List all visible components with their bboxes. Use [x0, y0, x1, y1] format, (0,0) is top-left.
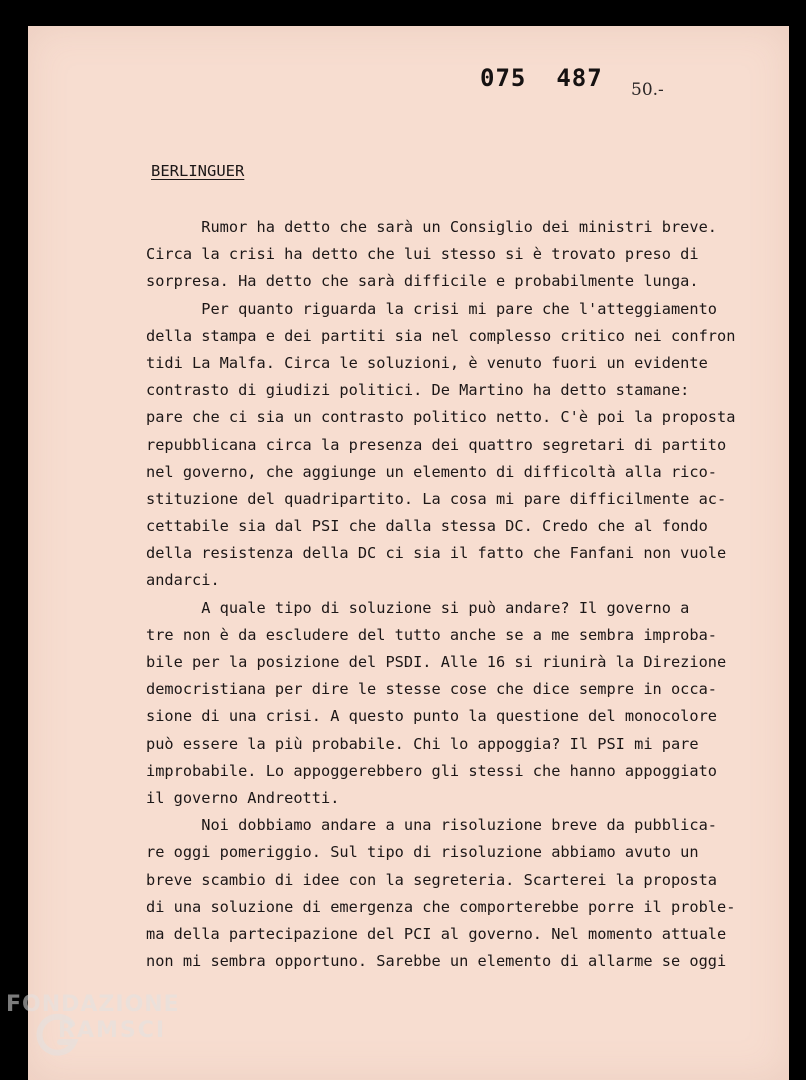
text-line: tre non è da escludere del tutto anche se a me sembra improba- [146, 625, 717, 644]
text-line: tidi La Malfa. Circa le soluzioni, è venuto fuori un evidente [146, 353, 708, 372]
text-line: improbabile. Lo appoggerebbero gli stessi che hanno appoggiato [146, 761, 717, 780]
text-line: stituzione del quadripartito. La cosa mi pare difficilmente ac- [146, 489, 727, 508]
text-line: breve scambio di idee con la segreteria. Scarterei la proposta [146, 870, 717, 889]
fondazione-gramsci-watermark [6, 990, 206, 1070]
text-line: pare che ci sia un contrasto politico netto. C'è poi la proposta [146, 408, 736, 427]
text-line: sione di una crisi. A questo punto la questione del monocolore [146, 707, 717, 726]
text-line: della stampa e dei partiti sia nel complesso critico nei confron [146, 326, 736, 345]
archive-serial-number [480, 64, 603, 92]
text-line: cettabile sia dal PSI che dalla stessa DC. Credo che al fondo [146, 517, 708, 536]
text-line: bile per la posizione del PSDI. Alle 16 si riunirà la Direzione [146, 653, 727, 671]
speaker-heading: BERLINGUER [151, 162, 245, 180]
text-line: Circa la crisi ha detto che lui stesso si è trovato preso di [146, 245, 699, 264]
watermark-line-2: RAMSCI [58, 1018, 167, 1043]
handwritten-page-note: 50.- [631, 80, 664, 100]
text-line: repubblicana circa la presenza dei quattro segretari di partito [146, 435, 727, 454]
text-line: A quale tipo di soluzione si può andare? Il governo a [146, 598, 690, 617]
text-line: non mi sembra opportuno. Sarebbe un elemento di allarme se oggi [146, 952, 727, 971]
text-line: ma della partecipazione del PCI al governo. Nel momento attuale [146, 924, 727, 943]
text-line: re oggi pomeriggio. Sul tipo di risoluzione abbiamo avuto un [146, 843, 699, 862]
text-line: Rumor ha detto che sarà un Consiglio dei ministri breve. [146, 218, 717, 236]
text-line: della resistenza della DC ci sia il fatto che Fanfani non vuole [146, 544, 727, 563]
text-line: di una soluzione di emergenza che comporterebbe porre il proble- [146, 897, 736, 916]
text-line: democristiana per dire le stesse cose che dice sempre in occa- [146, 680, 717, 699]
text-line: Noi dobbiamo andare a una risoluzione breve da pubblica- [146, 816, 717, 835]
watermark-line-1: FONDAZIONE [6, 992, 180, 1017]
text-line: nel governo, che aggiunge un elemento di difficoltà alla rico- [146, 462, 717, 481]
text-line: sorpresa. Ha detto che sarà difficile e probabilmente lunga. [146, 272, 699, 291]
text-line: andarci. [146, 571, 220, 590]
typed-text-body [146, 214, 771, 975]
serial-number-part-2: 487 [556, 64, 603, 92]
text-line: può essere la più probabile. Chi lo appoggia? Il PSI mi pare [146, 734, 699, 753]
serial-number-part-1: 075 [480, 64, 527, 92]
text-line: Per quanto riguarda la crisi mi pare che l'atteggiamento [146, 299, 717, 318]
text-line: contrasto di giudizi politici. De Martino ha detto stamane: [146, 381, 690, 400]
text-line: il governo Andreotti. [146, 788, 340, 807]
